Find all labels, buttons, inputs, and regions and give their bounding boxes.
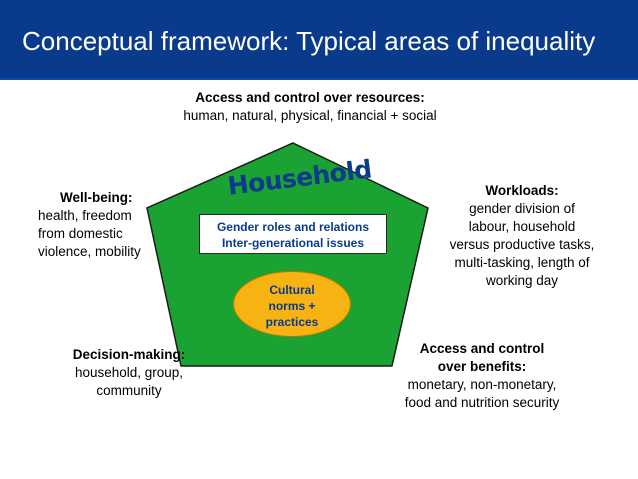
- cultural-line: norms +: [268, 299, 316, 313]
- household-label: Household: [226, 154, 374, 201]
- decision-heading: Decision-making:: [72, 347, 186, 362]
- workloads-body-line: multi-tasking, length of: [454, 255, 590, 270]
- cultural-line: Cultural: [269, 283, 315, 297]
- workloads-heading: Workloads:: [485, 183, 559, 198]
- wellbeing-body-line: violence, mobility: [38, 244, 141, 259]
- gender-roles-line: Gender roles and relations: [216, 220, 370, 234]
- workloads-body-line: working day: [485, 273, 559, 288]
- workloads-body-line: labour, household: [468, 219, 576, 234]
- workloads-body-line: gender division of: [469, 201, 575, 216]
- cultural-line: practices: [265, 315, 319, 329]
- inter-generational-line: Inter-generational issues: [221, 236, 365, 250]
- decision-body-line: community: [96, 383, 162, 398]
- resources-heading: Access and control over resources:: [195, 90, 425, 105]
- wellbeing-body-line: health, freedom: [38, 208, 132, 223]
- workloads-body-line: versus productive tasks,: [449, 237, 595, 252]
- benefits-heading: Access and control: [419, 341, 545, 356]
- area-wellbeing: [38, 189, 198, 261]
- benefits-body-line: monetary, non-monetary,: [407, 377, 557, 392]
- benefits-body-line: food and nutrition security: [404, 395, 560, 410]
- benefits-heading: over benefits:: [437, 359, 527, 374]
- decision-body-line: household, group,: [74, 365, 184, 380]
- wellbeing-body-line: from domestic: [38, 226, 123, 241]
- wellbeing-heading: Well-being:: [60, 190, 133, 205]
- page-title: Conceptual framework: Typical areas of inequality: [22, 26, 596, 56]
- cultural-norms-oval: [233, 271, 351, 337]
- area-decision-making: [44, 346, 214, 400]
- area-workloads: [428, 182, 616, 290]
- gender-roles-box: [199, 214, 387, 254]
- area-benefits: [384, 340, 580, 412]
- resources-body-line: human, natural, physical, financial + social: [183, 108, 437, 123]
